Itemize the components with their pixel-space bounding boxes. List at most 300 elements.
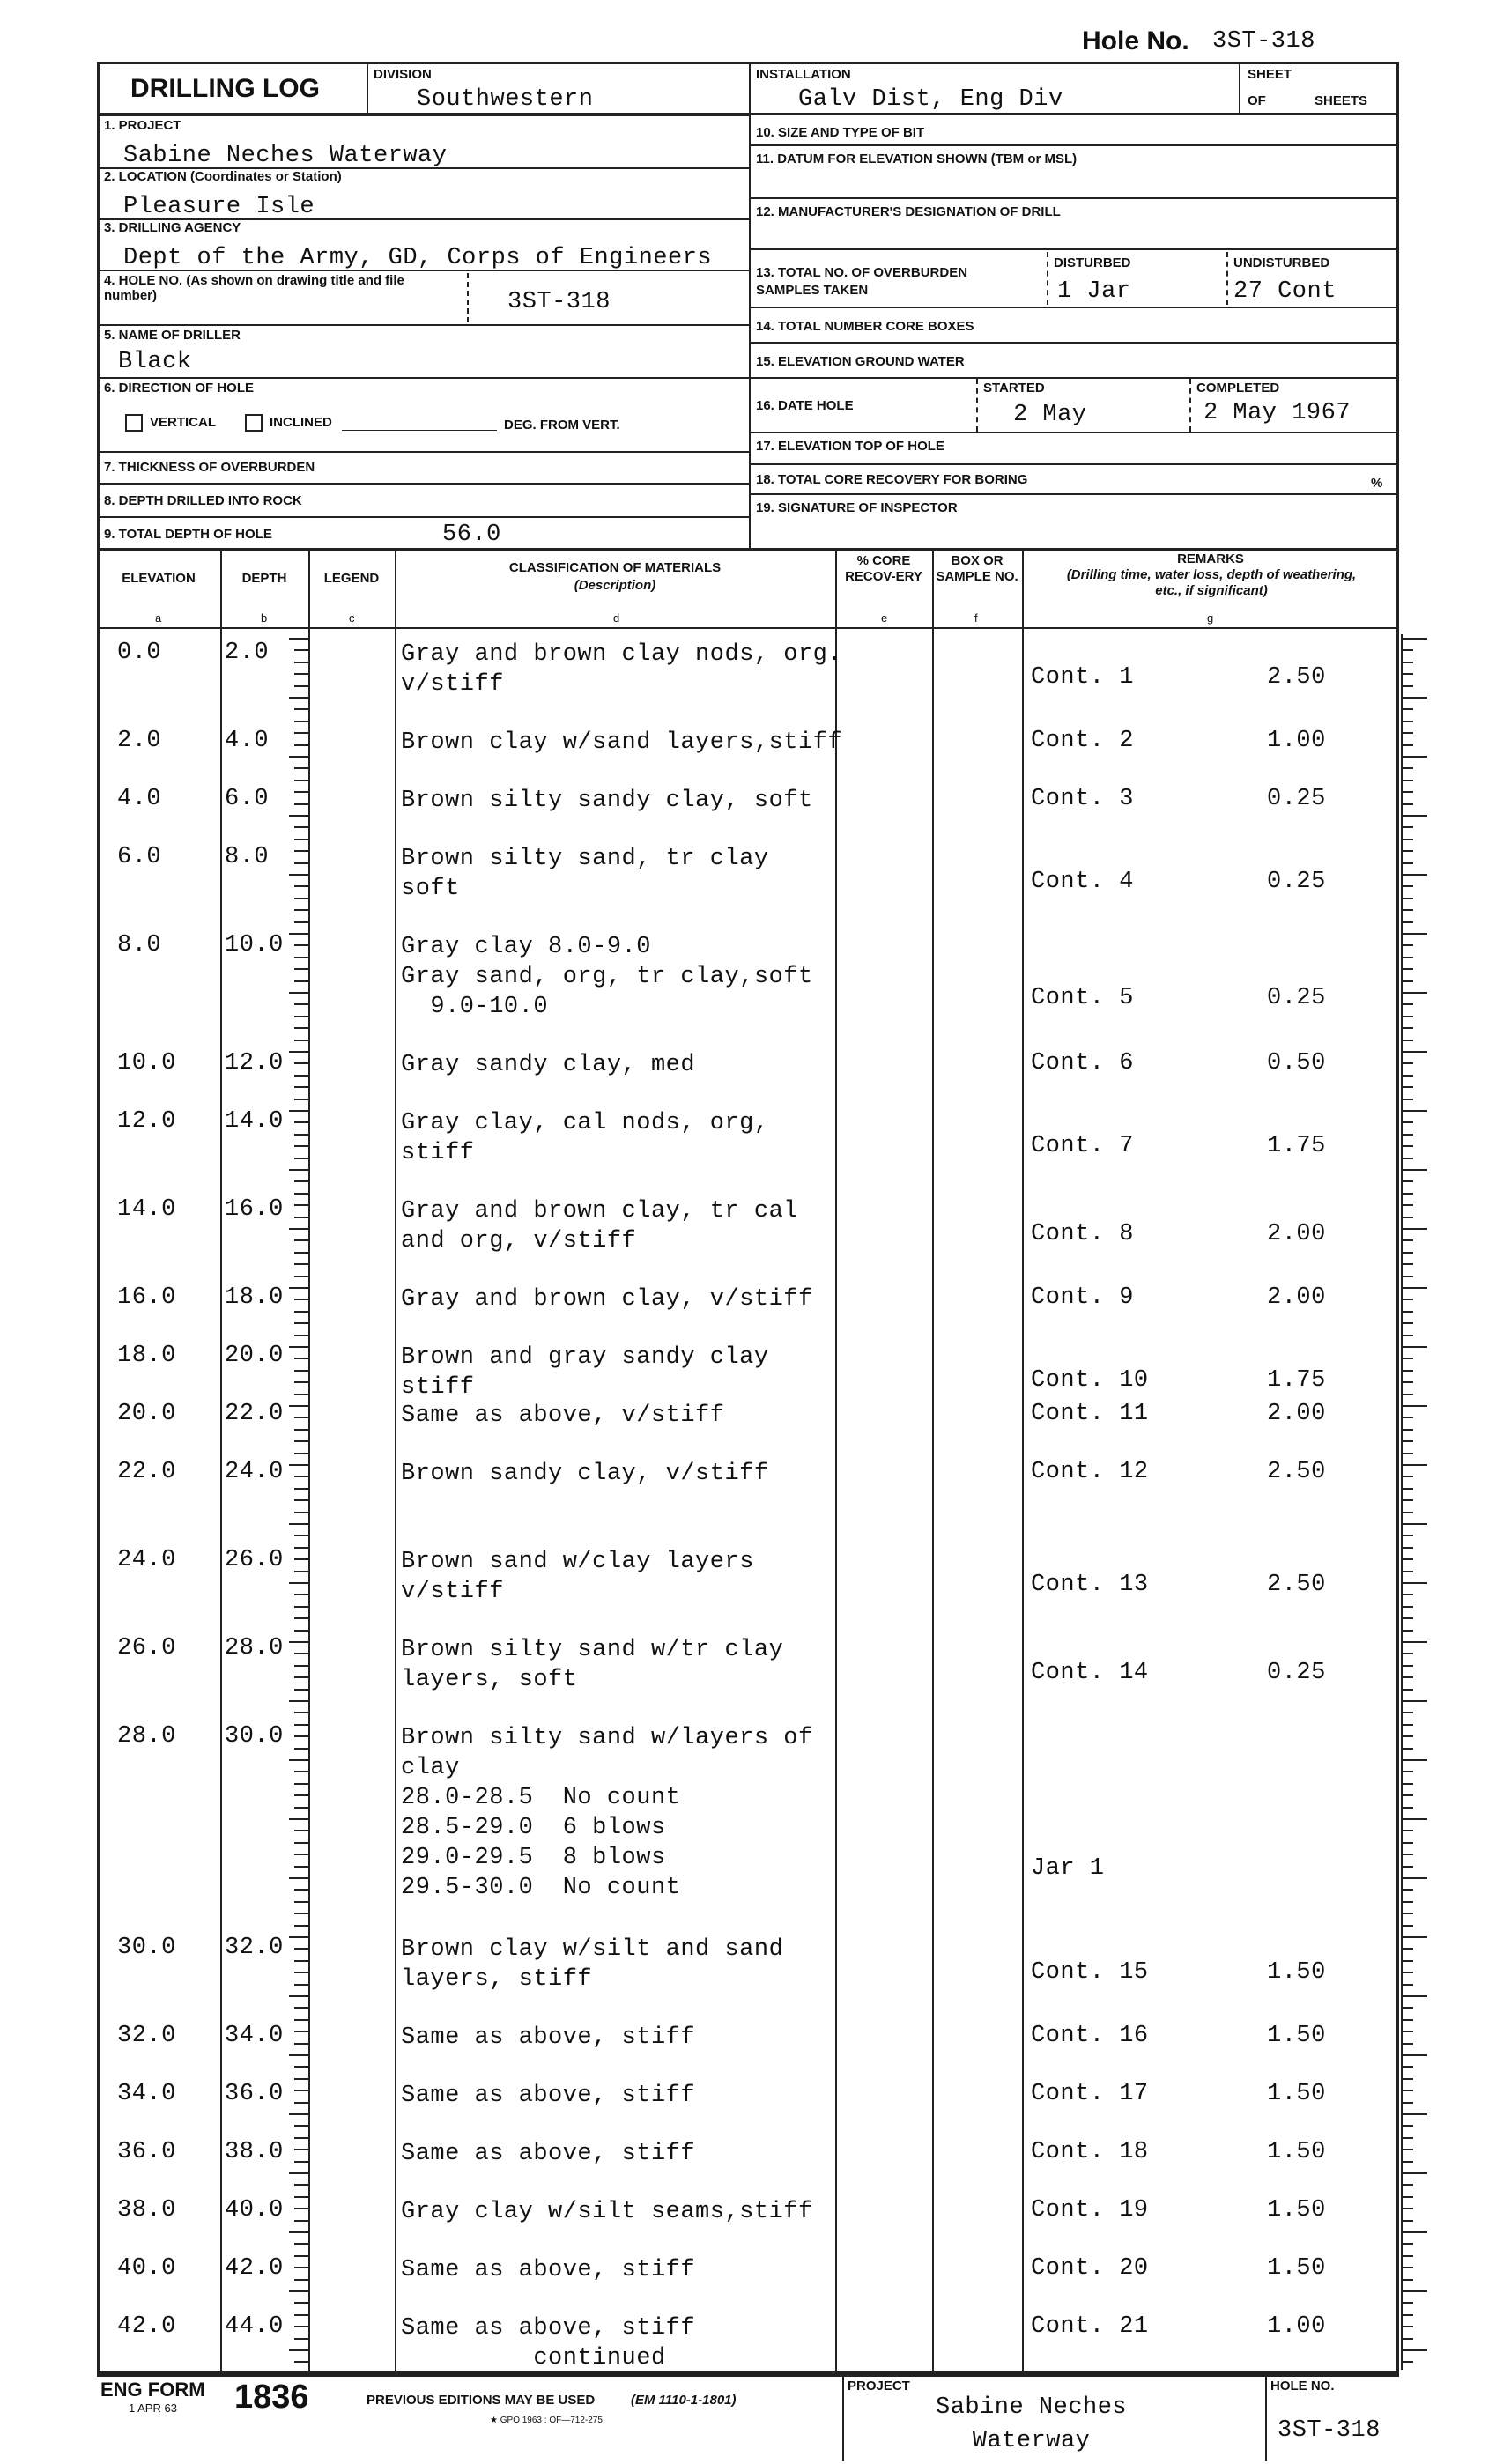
depth-tick xyxy=(294,1665,308,1667)
undisturbed-label: UNDISTURBED xyxy=(1233,255,1330,270)
elevation-cell: 2.0 xyxy=(117,728,162,754)
margin-tick xyxy=(1401,826,1413,828)
depth-tick xyxy=(294,780,308,781)
margin-tick xyxy=(1401,2231,1427,2233)
margin-tick xyxy=(1401,839,1413,840)
margin-tick xyxy=(1401,1381,1413,1383)
depth-cell: 6.0 xyxy=(225,786,270,812)
sample-cell: Cont. 1 xyxy=(1031,664,1134,691)
margin-tick xyxy=(1401,2113,1427,2115)
elevation-cell: 22.0 xyxy=(117,1459,176,1485)
hole-no-label: Hole No. xyxy=(1082,26,1189,55)
margin-tick xyxy=(1401,685,1413,687)
letter-b: b xyxy=(261,611,268,625)
margin-tick xyxy=(1401,2255,1413,2257)
depth-tick xyxy=(289,1995,308,1997)
depth-tick xyxy=(294,685,308,687)
depth-tick xyxy=(294,1712,308,1713)
depth-tick xyxy=(294,803,308,805)
depth-tick xyxy=(294,1252,308,1254)
col-classification: CLASSIFICATION OF MATERIALS xyxy=(508,560,722,575)
margin-tick xyxy=(1401,2054,1427,2056)
elevation-cell: 36.0 xyxy=(117,2139,176,2165)
margin-tick xyxy=(1401,1134,1413,1136)
description-cell: Brown silty sand, tr clay soft xyxy=(401,846,769,902)
depth-cell: 18.0 xyxy=(225,1284,284,1311)
margin-tick xyxy=(1401,1512,1413,1513)
sample-cell: Cont. 14 xyxy=(1031,1660,1149,1686)
depth-tick xyxy=(294,2255,308,2257)
margin-tick xyxy=(1401,803,1413,805)
form-number: 1836 xyxy=(234,2379,309,2416)
depth-tick xyxy=(294,1003,308,1005)
depth-tick xyxy=(289,874,308,876)
margin-tick xyxy=(1401,2267,1413,2268)
margin-tick xyxy=(1401,2125,1413,2127)
depth-tick xyxy=(294,1263,308,1265)
depth-tick xyxy=(294,767,308,769)
margin-tick xyxy=(1401,2161,1413,2163)
letter-a: a xyxy=(155,611,162,625)
elevation-cell: 30.0 xyxy=(117,1935,176,1961)
overburden-label: 7. THICKNESS OF OVERBURDEN xyxy=(104,460,315,475)
remark-value-cell: 1.75 xyxy=(1267,1367,1326,1394)
margin-tick xyxy=(1401,1453,1413,1454)
margin-tick xyxy=(1401,1830,1413,1831)
description-cell: Gray sandy clay, med xyxy=(401,1052,696,1078)
depth-tick xyxy=(294,2102,308,2104)
depth-cell: 40.0 xyxy=(225,2197,284,2224)
margin-tick xyxy=(1401,697,1427,699)
margin-tick xyxy=(1401,2279,1413,2281)
installation-label: INSTALLATION xyxy=(756,67,851,82)
depth-cell: 8.0 xyxy=(225,844,270,870)
margin-tick xyxy=(1401,2066,1413,2068)
margin-tick xyxy=(1401,1617,1413,1619)
margin-tick xyxy=(1401,1228,1427,1230)
disturbed-label: DISTURBED xyxy=(1054,255,1131,270)
depth-tick xyxy=(294,744,308,746)
depth-tick xyxy=(289,1877,308,1879)
margin-tick xyxy=(1401,2184,1413,2186)
description-cell: Brown clay w/sand layers,stiff xyxy=(401,729,843,756)
depth-tick xyxy=(294,1134,308,1136)
depth-cell: 36.0 xyxy=(225,2081,284,2107)
depth-tick xyxy=(294,1830,308,1831)
elevation-cell: 6.0 xyxy=(117,844,162,870)
margin-tick xyxy=(1401,767,1413,769)
margin-tick xyxy=(1401,1075,1413,1077)
elevation-cell: 4.0 xyxy=(117,786,162,812)
depth-tick xyxy=(294,708,308,710)
col-description: (Description) xyxy=(574,578,656,593)
undisturbed-value: 27 Cont xyxy=(1233,278,1337,305)
sample-cell: Cont. 8 xyxy=(1031,1221,1134,1247)
col-elevation: ELEVATION xyxy=(122,571,196,586)
col-box-sample: BOX OR SAMPLE NO. xyxy=(936,553,1018,584)
margin-tick xyxy=(1401,2290,1427,2292)
elevation-cell: 16.0 xyxy=(117,1284,176,1311)
depth-tick xyxy=(294,1075,308,1077)
depth-tick xyxy=(294,1193,308,1195)
margin-tick xyxy=(1401,1641,1427,1643)
depth-tick xyxy=(294,1653,308,1654)
margin-tick xyxy=(1401,968,1413,970)
remark-value-cell: 1.50 xyxy=(1267,2197,1326,2224)
margin-tick xyxy=(1401,1748,1413,1750)
depth-tick xyxy=(294,2066,308,2068)
margin-tick xyxy=(1401,1322,1413,1324)
depth-tick xyxy=(294,980,308,982)
depth-tick xyxy=(294,1429,308,1431)
vertical-label: VERTICAL xyxy=(150,414,216,430)
col-remarks-sub: (Drilling time, water loss, depth of weathering, etc., if significant) xyxy=(1066,567,1357,598)
margin-tick xyxy=(1401,1299,1413,1300)
remark-value-cell: 2.00 xyxy=(1267,1401,1326,1427)
depth-tick xyxy=(289,1405,308,1407)
margin-tick xyxy=(1401,638,1427,640)
depth-tick xyxy=(294,1617,308,1619)
description-cell: Gray and brown clay, v/stiff xyxy=(401,1286,813,1313)
margin-tick xyxy=(1401,1794,1413,1796)
depth-tick xyxy=(294,2090,308,2091)
depth-tick xyxy=(294,1453,308,1454)
depth-tick xyxy=(289,1464,308,1466)
depth-tick xyxy=(294,839,308,840)
depth-tick xyxy=(294,1276,308,1277)
depth-cell: 12.0 xyxy=(225,1050,284,1077)
inclined-checkbox-box[interactable] xyxy=(245,414,263,432)
depth-tick xyxy=(294,1913,308,1914)
depth-cell: 24.0 xyxy=(225,1459,284,1485)
margin-tick xyxy=(1401,898,1413,899)
inclined-checkbox[interactable] xyxy=(245,414,332,432)
margin-tick xyxy=(1401,1901,1413,1903)
depth-tick xyxy=(294,968,308,970)
depth-tick xyxy=(289,1169,308,1171)
margin-tick xyxy=(1401,1003,1413,1005)
inclined-label: INCLINED xyxy=(270,414,332,430)
col-core-recovery: % CORE RECOV-ERY xyxy=(845,553,922,584)
depth-tick xyxy=(294,649,308,651)
margin-tick xyxy=(1401,1263,1413,1265)
margin-tick xyxy=(1401,1689,1413,1691)
depth-tick xyxy=(294,1512,308,1513)
project-value: Sabine Neches Waterway xyxy=(123,143,448,169)
depth-tick xyxy=(294,1158,308,1159)
margin-tick xyxy=(1401,1346,1427,1348)
depth-tick xyxy=(289,815,308,817)
margin-tick xyxy=(1401,2172,1427,2174)
remark-value-cell: 2.00 xyxy=(1267,1221,1326,1247)
remark-value-cell: 1.50 xyxy=(1267,2081,1326,2107)
margin-tick xyxy=(1401,1016,1413,1017)
margin-tick xyxy=(1401,1145,1413,1147)
depth-tick xyxy=(294,1889,308,1891)
elevation-cell: 8.0 xyxy=(117,932,162,958)
driller-label: 5. NAME OF DRILLER xyxy=(104,328,241,343)
margin-tick xyxy=(1401,2326,1413,2327)
project-label: 1. PROJECT xyxy=(104,118,181,133)
depth-cell: 26.0 xyxy=(225,1547,284,1573)
depth-tick xyxy=(294,1948,308,1950)
margin-tick xyxy=(1401,2338,1413,2340)
depth-tick xyxy=(294,1735,308,1737)
description-cell: Gray clay 8.0-9.0 Gray sand, org, tr clay,soft 9.0-10.0 xyxy=(401,934,813,1020)
margin-tick xyxy=(1401,862,1413,864)
description-cell: Same as above, v/stiff xyxy=(401,1402,725,1429)
depth-tick xyxy=(289,992,308,994)
agency-value: Dept of the Army, GD, Corps of Engineers xyxy=(123,245,713,271)
depth-tick xyxy=(294,1322,308,1324)
started-value: 2 May xyxy=(1013,402,1087,428)
total-depth-value: 56.0 xyxy=(442,522,501,548)
margin-tick xyxy=(1401,2149,1413,2150)
vertical-checkbox[interactable] xyxy=(125,414,216,432)
form-date: 1 APR 63 xyxy=(129,2401,177,2415)
letter-e: e xyxy=(881,611,888,625)
margin-tick xyxy=(1401,1594,1413,1595)
description-cell: Gray and brown clay nods, org. v/stiff xyxy=(401,641,843,698)
margin-tick xyxy=(1401,1783,1413,1785)
depth-tick xyxy=(294,1299,308,1300)
core-boxes-label: 14. TOTAL NUMBER CORE BOXES xyxy=(756,319,974,334)
location-value: Pleasure Isle xyxy=(123,194,315,220)
description-cell: Same as above, stiff xyxy=(401,2141,696,2167)
depth-tick xyxy=(294,1370,308,1372)
margin-tick xyxy=(1401,1051,1427,1053)
margin-tick xyxy=(1401,1582,1427,1584)
margin-tick xyxy=(1401,1440,1413,1442)
margin-tick xyxy=(1401,1499,1413,1501)
footer-hole-label: HOLE NO. xyxy=(1270,2379,1335,2394)
margin-tick xyxy=(1401,2043,1413,2045)
depth-tick xyxy=(289,697,308,699)
percent-sign: % xyxy=(1371,476,1383,491)
description-cell: Same as above, stiff continued xyxy=(401,2315,696,2372)
margin-tick xyxy=(1401,1488,1413,1490)
margin-tick xyxy=(1401,1889,1413,1891)
margin-tick xyxy=(1401,980,1413,982)
depth-tick xyxy=(289,1287,308,1289)
description-cell: Brown silty sand w/layers of clay 28.0-28.5 No count 28.5-29.0 6 blows 29.0-29.5 8 blows 29.5-30.0 No count xyxy=(401,1725,813,1901)
depth-tick xyxy=(294,1571,308,1572)
depth-cell: 20.0 xyxy=(225,1343,284,1369)
samples-label: 13. TOTAL NO. OF OVERBURDEN SAMPLES TAKEN xyxy=(756,265,968,298)
letter-f: f xyxy=(974,611,978,625)
depth-tick xyxy=(289,1051,308,1053)
depth-tick xyxy=(294,2031,308,2032)
depth-tick xyxy=(294,2208,308,2209)
agency-label: 3. DRILLING AGENCY xyxy=(104,220,241,235)
margin-tick xyxy=(1401,1252,1413,1254)
elevation-cell: 24.0 xyxy=(117,1547,176,1573)
margin-tick xyxy=(1401,721,1413,722)
margin-tick xyxy=(1401,1558,1413,1560)
margin-tick xyxy=(1401,2208,1413,2209)
letter-c: c xyxy=(349,611,355,625)
margin-tick xyxy=(1401,1735,1413,1737)
remark-value-cell: 2.50 xyxy=(1267,1572,1326,1598)
margin-tick xyxy=(1401,1676,1413,1678)
depth-tick xyxy=(294,1606,308,1608)
margin-tick xyxy=(1401,1204,1413,1206)
elevation-cell: 26.0 xyxy=(117,1635,176,1661)
depth-tick xyxy=(289,1523,308,1525)
depth-tick xyxy=(294,1204,308,1206)
elevation-cell: 14.0 xyxy=(117,1196,176,1223)
signature-label: 19. SIGNATURE OF INSPECTOR xyxy=(756,500,958,515)
remark-value-cell: 1.50 xyxy=(1267,1959,1326,1986)
depth-tick xyxy=(294,944,308,946)
direction-label: 6. DIRECTION OF HOLE xyxy=(104,381,255,396)
margin-tick xyxy=(1401,1653,1413,1654)
margin-tick xyxy=(1401,1027,1413,1029)
margin-tick xyxy=(1401,2314,1413,2316)
depth-tick xyxy=(289,2172,308,2174)
depth-tick xyxy=(294,1807,308,1809)
margin-tick xyxy=(1401,1405,1427,1407)
depth-tick xyxy=(294,2243,308,2245)
margin-tick xyxy=(1401,1547,1413,1549)
elevation-cell: 40.0 xyxy=(117,2255,176,2282)
depth-tick xyxy=(294,1488,308,1490)
remark-value-cell: 1.00 xyxy=(1267,2313,1326,2340)
depth-cell: 4.0 xyxy=(225,728,270,754)
depth-tick xyxy=(294,826,308,828)
margin-tick xyxy=(1401,944,1413,946)
margin-tick xyxy=(1401,1464,1427,1466)
remark-value-cell: 0.50 xyxy=(1267,1050,1326,1077)
completed-value: 2 May 1967 xyxy=(1203,400,1352,426)
depth-tick xyxy=(294,898,308,899)
margin-tick xyxy=(1401,1842,1413,1844)
depth-tick xyxy=(294,1180,308,1182)
margin-tick xyxy=(1401,885,1413,887)
vertical-checkbox-box[interactable] xyxy=(125,414,143,432)
margin-tick xyxy=(1401,708,1413,710)
margin-tick xyxy=(1401,921,1413,923)
margin-tick xyxy=(1401,1606,1413,1608)
driller-value: Black xyxy=(118,349,192,375)
margin-tick xyxy=(1401,1169,1427,1171)
depth-tick xyxy=(294,1145,308,1147)
margin-tick xyxy=(1401,1807,1413,1809)
remark-value-cell: 1.50 xyxy=(1267,2139,1326,2165)
margin-tick xyxy=(1401,2019,1413,2021)
description-cell: Brown sandy clay, v/stiff xyxy=(401,1461,769,1487)
depth-tick xyxy=(294,1040,308,1041)
depth-tick xyxy=(294,2326,308,2327)
depth-cell: 44.0 xyxy=(225,2313,284,2340)
division-label: DIVISION xyxy=(374,67,432,82)
depth-cell: 32.0 xyxy=(225,1935,284,1961)
depth-tick xyxy=(294,1594,308,1595)
depth-tick xyxy=(294,2279,308,2281)
sample-cell: Cont. 3 xyxy=(1031,786,1134,812)
margin-tick xyxy=(1401,1984,1413,1986)
depth-tick xyxy=(294,1724,308,1726)
elevation-cell: 12.0 xyxy=(117,1108,176,1135)
depth-tick xyxy=(294,909,308,911)
depth-tick xyxy=(294,2137,308,2139)
margin-tick xyxy=(1401,1099,1413,1100)
depth-tick xyxy=(294,662,308,663)
margin-tick xyxy=(1401,2349,1427,2351)
remark-value-cell: 1.50 xyxy=(1267,2023,1326,2049)
depth-cell: 10.0 xyxy=(225,932,284,958)
margin-tick xyxy=(1401,1193,1413,1195)
margin-tick xyxy=(1401,1429,1413,1431)
remark-value-cell: 1.75 xyxy=(1267,1133,1326,1159)
margin-tick xyxy=(1401,1311,1413,1313)
description-cell: Same as above, stiff xyxy=(401,2257,696,2283)
margin-tick xyxy=(1401,1476,1413,1477)
margin-tick xyxy=(1401,1358,1413,1359)
depth-tick xyxy=(294,1676,308,1678)
depth-tick xyxy=(294,1239,308,1241)
depth-tick xyxy=(294,2149,308,2150)
margin-tick xyxy=(1401,1239,1413,1241)
em-reference: (EM 1110-1-1801) xyxy=(631,2393,737,2408)
remark-value-cell: 0.25 xyxy=(1267,985,1326,1011)
margin-tick xyxy=(1401,992,1427,994)
depth-cell: 14.0 xyxy=(225,1108,284,1135)
depth-tick xyxy=(294,2267,308,2268)
description-cell: Brown silty sand w/tr clay layers, soft xyxy=(401,1637,784,1693)
margin-tick xyxy=(1401,1995,1427,1997)
margin-tick xyxy=(1401,1948,1413,1950)
margin-tick xyxy=(1401,1335,1413,1336)
depth-tick xyxy=(294,1748,308,1750)
margin-tick xyxy=(1401,1877,1427,1879)
depth-tick xyxy=(294,1794,308,1796)
margin-tick xyxy=(1401,1110,1427,1112)
margin-tick xyxy=(1401,1535,1413,1536)
margin-tick xyxy=(1401,673,1413,675)
depth-tick xyxy=(294,1984,308,1986)
depth-tick xyxy=(294,2314,308,2316)
margin-tick xyxy=(1401,2137,1413,2139)
footer-hole-value: 3ST-318 xyxy=(1278,2417,1381,2444)
margin-tick xyxy=(1401,2090,1413,2091)
previous-editions: PREVIOUS EDITIONS MAY BE USED xyxy=(367,2393,596,2408)
depth-tick xyxy=(294,732,308,734)
margin-tick xyxy=(1401,815,1427,817)
depth-tick xyxy=(294,1783,308,1785)
depth-tick xyxy=(289,1346,308,1348)
margin-tick xyxy=(1401,1571,1413,1572)
depth-tick xyxy=(294,1771,308,1772)
sample-cell: Cont. 15 xyxy=(1031,1959,1149,1986)
form-title: DRILLING LOG xyxy=(130,74,320,103)
depth-tick xyxy=(294,1960,308,1962)
margin-tick xyxy=(1401,2007,1413,2009)
margin-tick xyxy=(1401,662,1413,663)
remark-value-cell: 0.25 xyxy=(1267,869,1326,895)
margin-tick xyxy=(1401,1818,1427,1820)
sample-cell: Cont. 20 xyxy=(1031,2255,1149,2282)
margin-tick xyxy=(1401,2220,1413,2222)
margin-tick xyxy=(1401,1972,1413,1973)
hole-no-field-label: 4. HOLE NO. (As shown on drawing title and file number) xyxy=(104,273,404,303)
depth-tick xyxy=(289,1818,308,1820)
depth-tick xyxy=(294,1558,308,1560)
margin-tick xyxy=(1401,1866,1413,1868)
depth-tick xyxy=(294,2220,308,2222)
letter-g: g xyxy=(1207,611,1214,625)
description-cell: Gray and brown clay, tr cal and org, v/stiff xyxy=(401,1198,798,1254)
